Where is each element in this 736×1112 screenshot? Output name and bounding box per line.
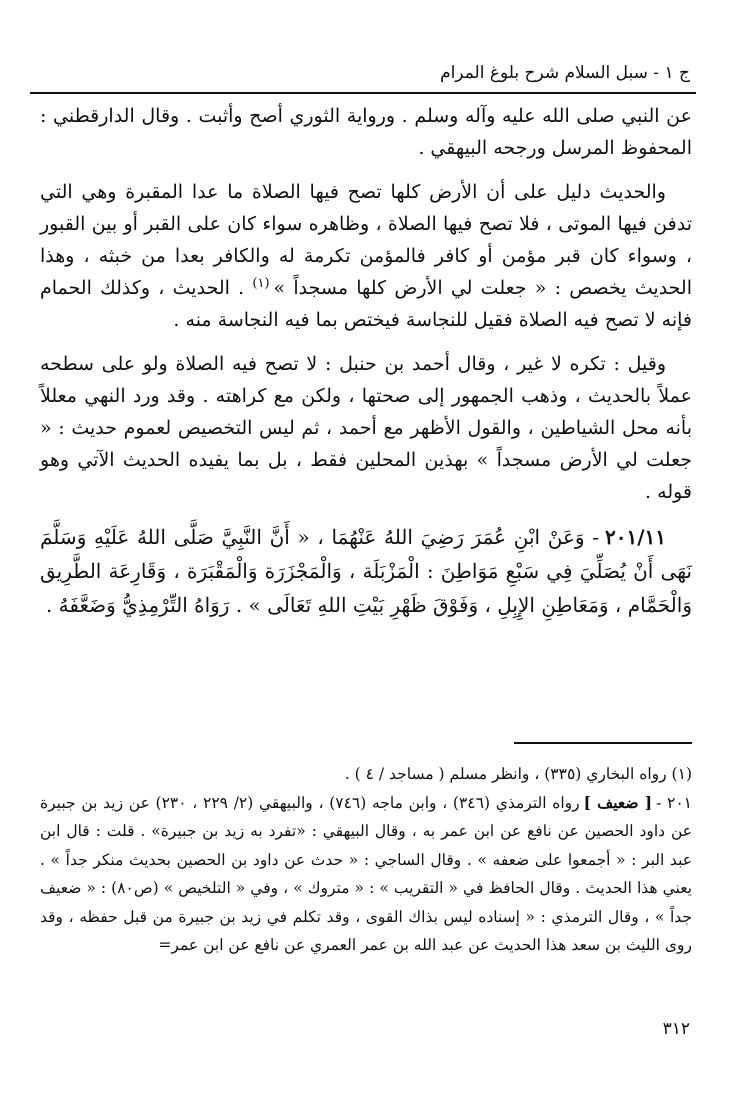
main-text [40, 100, 692, 634]
footnote-2-grade: [ ضعيف ] [583, 792, 653, 812]
hadith-text: - وَعَنْ ابْنِ عُمَرَ رَضِيَ اللهُ عَنْهُمَا ، « أَنَّ النَّبِيَّ صَلَّى اللهُ عَلَيْهِ وَسَلَّمَ نَهَى أَنْ يُصَلِّيَ فِي سَبْعِ مَوَاطِنَ : الْمَزْبَلَة ، وَالْمَجْزَرَة وَالْمَقْبَرَة ، وَقَارِعَة الطَّرِيق وَالْحَمَّام ، وَمَعَاطِنِ الإِبِلِ ، وَفَوْقَ ظَهْرِ بَيْتِ اللهِ تَعَالَى » . رَوَاهُ التِّرْمِذِيُّ وَضَعَّفَهُ . [40, 525, 692, 617]
paragraph-text: . الحديث ، وكذلك الحمام فإنه لا تصح فيه الصلاة فقيل للنجاسة فيختص بما فيه النجاسة منه . [40, 277, 692, 331]
header-rule [30, 92, 696, 94]
footnotes [40, 760, 692, 960]
paragraph-continuation: عن النبي صلى الله عليه وآله وسلم . ورواية الثوري أصح وأثبت . وقال الدارقطني : المحفوظ المرسل ورجحه البيهقي . [40, 105, 692, 159]
footnote-reference[interactable]: (١) [252, 275, 270, 291]
footnote-2 [40, 789, 692, 960]
footnote-2-number: ٢٠١ - [656, 793, 692, 812]
paragraph-earth-ruling [40, 176, 692, 336]
hadith-entry [40, 520, 692, 622]
page-number: ٣١٢ [662, 1019, 690, 1039]
footnote-separator [514, 742, 692, 744]
paragraph-opinions: وقيل : تكره لا غير ، وقال أحمد بن حنبل : لا تصح فيه الصلاة ولو على سطحه عملاً بالحديث ، وذهب الجمهور إلى صحتها ، ولكن مع كراهته . وقد ورد النهي معللاً بأنه محل الشياطين ، والقول الأظهر مع أحمد ، ثم ليس التخصيص لعموم حديث : « جعلت لي الأرض مسجداً » بهذين المحلين فقط ، بل بما يفيده الحديث الآتي وهو قوله . [40, 353, 692, 503]
running-header: ج ١ - سبل السلام شرح بلوغ المرام [440, 63, 690, 83]
hadith-number: ٢٠١/١١ [604, 525, 666, 549]
footnote-2-text: رواه الترمذي (٣٤٦) ، وابن ماجه (٧٤٦) ، والبيهقي (٢/ ٢٢٩ ، ٢٣٠) عن زيد بن جبيرة عن داود الحصين عن نافع عن ابن عمر به ، وقال البيهقي : «تفرد به زيد بن جبيرة» . قلت : قال ابن عبد البر : « أجمعوا على ضعفه » . وقال الساجي : « حدث عن داود بن الحصين بحديث منكر جداً » . يعني هذا الحديث . وقال الحافظ في « التقريب » : « متروك » ، وفي « التلخيص » (ص٨٠) : « ضعيف جداً » ، وقال الترمذي : « إسناده ليس بذاك القوى ، وقد تكلم في زيد بن جبيرة من قبل حفظه ، وقد روى الليث بن سعد هذا الحديث عن عبد الله بن عمر العمري عن نافع عن ابن عمر= [40, 793, 692, 954]
paragraph-text: والحديث دليل على أن الأرض كلها تصح فيها الصلاة ما عدا المقبرة وهي التي تدفن فيها الموتى ، فلا تصح فيها الصلاة ، وظاهره سواء كان على القبر أو بين القبور ، وسواء كان قبر مؤمن أو كافر فالمؤمن تكرمة له والكافر بعدا من خبثه ، وهذا الحديث يخصص : « جعلت لي الأرض كلها مسجداً » [40, 181, 692, 299]
footnote-1: (١) رواه البخاري (٣٣٥) ، وانظر مسلم ( مساجد / ٤ ) . [344, 765, 692, 783]
